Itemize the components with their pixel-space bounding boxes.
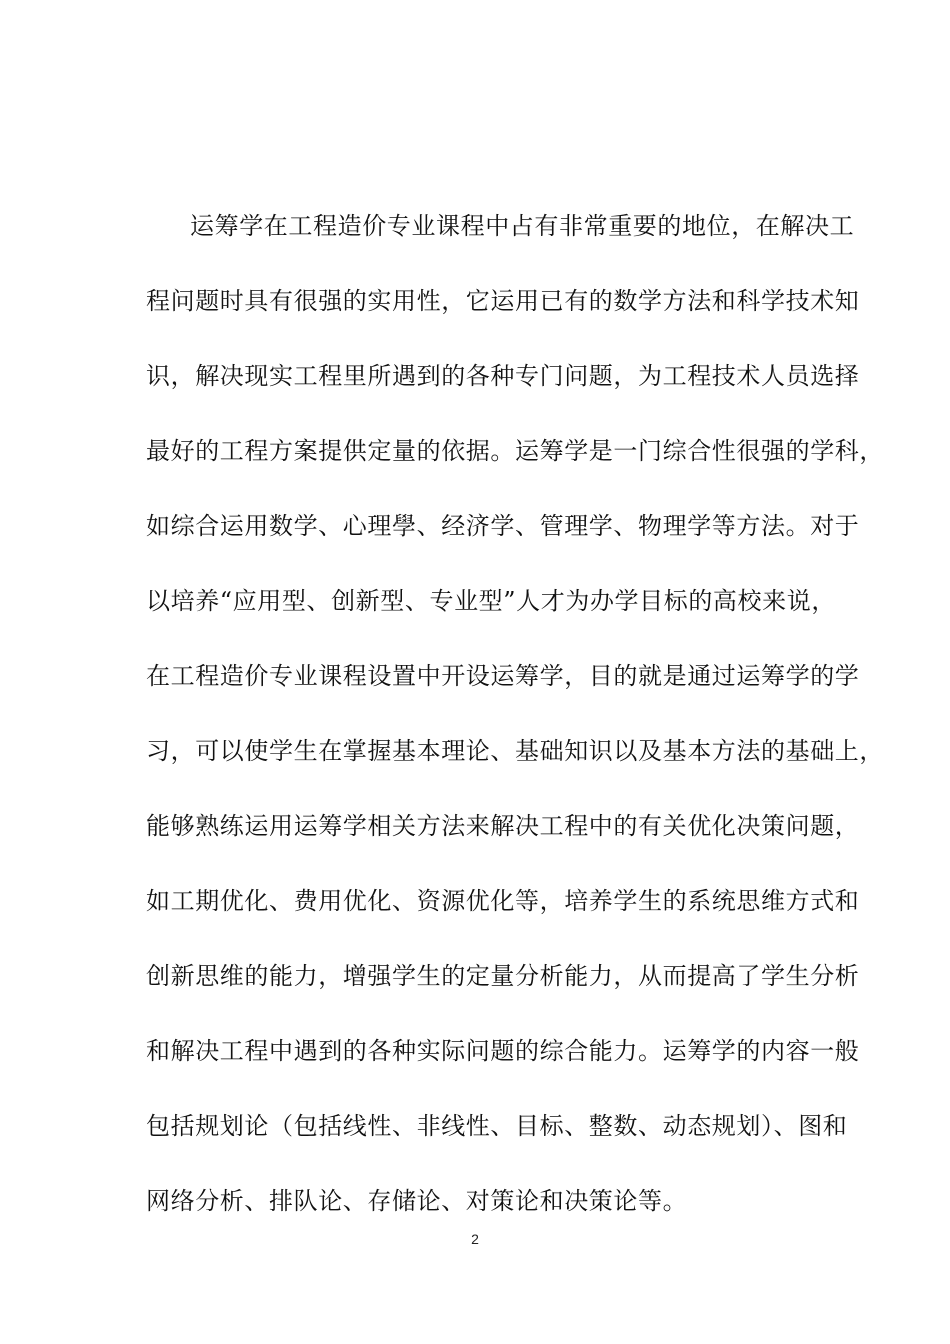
paragraph-line: 网络分析、排队论、存储论、对策论和决策论等。 [146, 1187, 688, 1215]
paragraph-line: 在工程造价专业课程设置中开设运筹学，目的就是通过运筹学的学 [146, 662, 860, 690]
paragraph-line: 最好的工程方案提供定量的依据。运筹学是一门综合性很强的学科， [146, 437, 884, 465]
paragraph-line: 习，可以使学生在掌握基本理论、基础知识以及基本方法的基础上， [146, 737, 884, 765]
paragraph-line: 如工期优化、费用优化、资源优化等，培养学生的系统思维方式和 [146, 887, 860, 915]
paragraph-line: 程问题时具有很强的实用性，它运用已有的数学方法和科学技术知 [146, 287, 860, 315]
paragraph-line: 识，解决现实工程里所遇到的各种专门问题，为工程技术人员选择 [146, 362, 860, 390]
paragraph-line: 以培养“应用型、创新型、专业型”人才为办学目标的高校来说， [146, 587, 836, 615]
paragraph-line: 和解决工程中遇到的各种实际问题的综合能力。运筹学的内容一般 [146, 1037, 860, 1065]
paragraph-line: 能够熟练运用运筹学相关方法来解决工程中的有关优化决策问题， [146, 812, 860, 840]
paragraph-line: 运筹学在工程造价专业课程中占有非常重要的地位，在解决工 [190, 212, 855, 240]
page-number: 2 [471, 1231, 479, 1247]
paragraph-line: 包括规划论（包括线性、非线性、目标、整数、动态规划）、图和 [146, 1112, 848, 1140]
paragraph-line: 如综合运用数学、心理學、经济学、管理学、物理学等方法。对于 [146, 512, 860, 540]
paragraph-line: 创新思维的能力，增强学生的定量分析能力，从而提高了学生分析 [146, 962, 860, 990]
